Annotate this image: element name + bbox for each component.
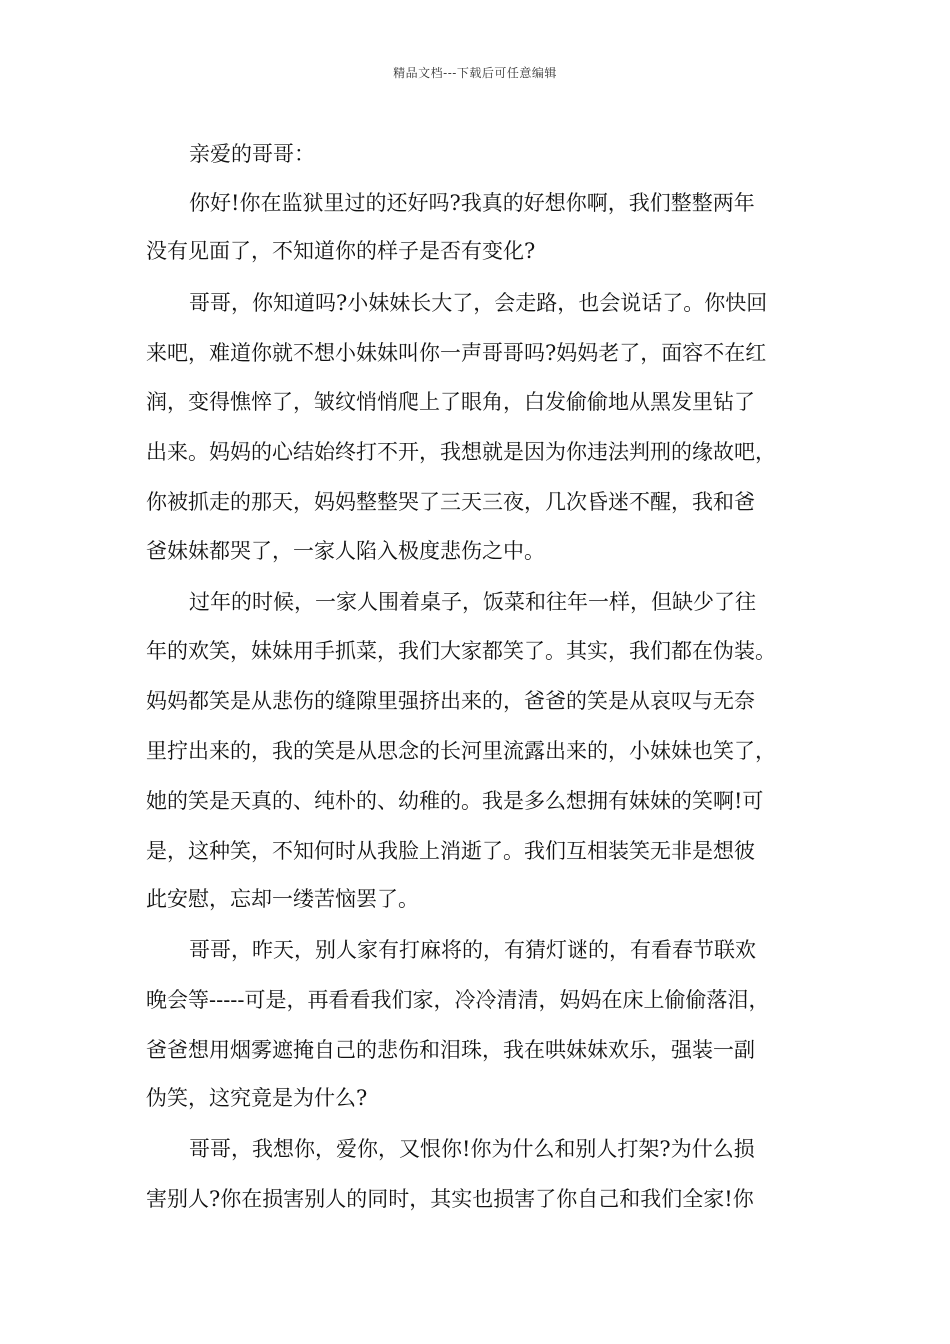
- letter-salutation: 亲爱的哥哥：: [189, 142, 315, 166]
- text-line: 里拧出来的，我的笑是从思念的长河里流露出来的，小妹妹也笑了，: [146, 739, 776, 763]
- text-line: 哥哥，昨天，别人家有打麻将的，有猜灯谜的，有看春节联欢: [189, 938, 756, 962]
- page-header: 精品文档---下载后可任意编辑: [393, 66, 557, 80]
- text-line: 她的笑是天真的、纯朴的、幼稚的。我是多么想拥有妹妹的笑啊!可: [146, 789, 764, 813]
- text-line: 年的欢笑，妹妹用手抓菜，我们大家都笑了。其实，我们都在伪装。: [146, 639, 776, 663]
- text-line: 晚会等-----可是，再看看我们家，冷冷清清，妈妈在床上偷偷落泪，: [146, 988, 770, 1012]
- text-line: 你被抓走的那天，妈妈整整哭了三天三夜，几次昏迷不醒，我和爸: [146, 490, 755, 514]
- text-line: 过年的时候，一家人围着桌子，饭菜和往年一样，但缺少了往: [189, 590, 756, 614]
- text-line: 伪笑，这究竟是为什么?: [146, 1086, 368, 1110]
- text-line: 妈妈都笑是从悲伤的缝隙里强挤出来的，爸爸的笑是从哀叹与无奈: [146, 689, 755, 713]
- text-line: 来吧，难道你就不想小妹妹叫你一声哥哥吗?妈妈老了，面容不在红: [146, 341, 767, 365]
- text-line: 润，变得憔悴了，皱纹悄悄爬上了眼角，白发偷偷地从黑发里钻了: [146, 390, 755, 414]
- text-line: 哥哥，你知道吗?小妹妹长大了，会走路，也会说话了。你快回: [189, 291, 768, 315]
- text-line: 没有见面了，不知道你的样子是否有变化?: [146, 239, 536, 263]
- text-line: 是，这种笑，不知何时从我脸上消逝了。我们互相装笑无非是想彼: [146, 839, 755, 863]
- text-line: 哥哥，我想你，爱你，又恨你!你为什么和别人打架?为什么损: [189, 1137, 755, 1161]
- text-line: 害别人?你在损害别人的同时，其实也损害了你自己和我们全家!你: [146, 1187, 754, 1211]
- text-line: 此安慰，忘却一缕苦恼罢了。: [146, 887, 419, 911]
- text-line: 爸妹妹都哭了，一家人陷入极度悲伤之中。: [146, 539, 545, 563]
- text-line: 爸爸想用烟雾遮掩自己的悲伤和泪珠，我在哄妹妹欢乐，强装一副: [146, 1038, 755, 1062]
- text-line: 出来。妈妈的心结始终打不开，我想就是因为你违法判刑的缘故吧，: [146, 440, 776, 464]
- text-line: 你好!你在监狱里过的还好吗?我真的好想你啊，我们整整两年: [189, 191, 755, 215]
